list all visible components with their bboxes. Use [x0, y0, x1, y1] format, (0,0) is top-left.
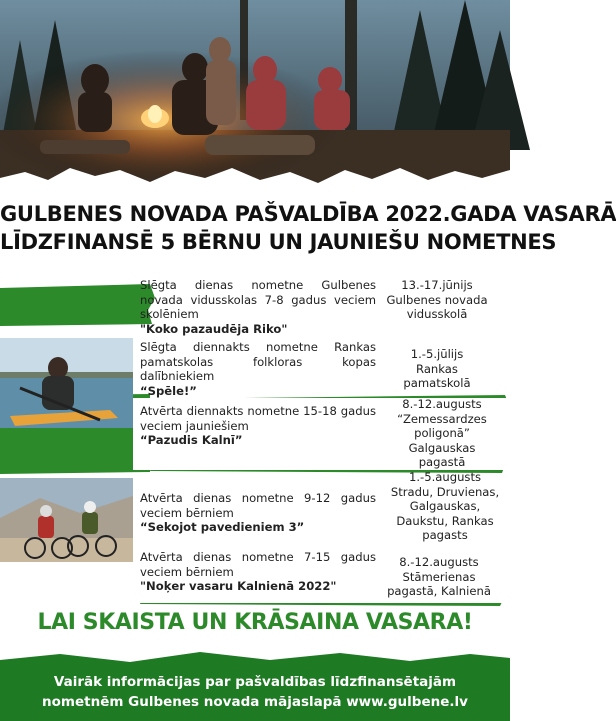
camp-2-name: “Spēle!” — [140, 383, 197, 398]
cyclists-illustration — [0, 478, 133, 562]
footer-line-2: nometnēm Gulbenes novada mājaslapā www.gulbene.lv — [42, 694, 468, 710]
camp-4-when — [386, 470, 504, 543]
camp-3-text: Atvērta diennakts nometne 15-18 gadus veciem jauniešiem — [140, 404, 376, 433]
camp-2-place: Rankas pamatskolā — [403, 361, 471, 390]
kayak-illustration — [0, 338, 133, 428]
camp-1-place: Gulbenes novada vidusskolā — [386, 292, 488, 321]
camp-4-description — [140, 491, 376, 535]
footer-text — [0, 672, 510, 712]
camp-3-date: 8.-12.augusts — [402, 397, 482, 411]
camp-4-name: “Sekojot pavedieniem 3” — [140, 520, 305, 534]
camp-5-when — [384, 555, 494, 599]
camp-5-date: 8.-12.augusts — [399, 555, 479, 569]
camp-2-description — [140, 340, 376, 398]
camp-5-text: Atvērta dienas nometne 7-15 gadus veciem bērniem — [140, 550, 376, 579]
camp-2-text: Slēgta diennakts nometne Rankas pamatskolas folkloras kopas dalībniekiem — [140, 340, 376, 383]
headline — [0, 200, 616, 256]
camp-1-description — [140, 278, 376, 336]
camp-4-text: Atvērta dienas nometne 9-12 gadus veciem bērniem — [140, 491, 376, 520]
campfire-illustration — [0, 0, 510, 200]
camp-1-name: "Koko pazaudēja Riko" — [140, 321, 288, 336]
camp-3-description — [140, 404, 376, 448]
headline-line-1: GULBENES NOVADA PAŠVALDĪBA 2022.GADA VASARĀ — [0, 202, 616, 226]
slogan: LAI SKAISTA UN KRĀSAINA VASARA! — [37, 610, 473, 635]
camp-1-date: 13.-17.jūnijs — [401, 278, 473, 292]
photo-kayak — [0, 338, 133, 428]
camp-3-when — [384, 397, 500, 470]
photo-cyclists — [0, 478, 133, 562]
camp-5-place: Stāmerienas pagastā, Kalnienā — [387, 569, 491, 598]
headline-line-2: LĪDZFINANSĒ 5 BĒRNU UN JAUNIEŠU NOMETNES — [0, 230, 557, 254]
camp-3-name: “Pazudis Kalnī” — [140, 433, 243, 447]
camp-4-date: 1.-5.augusts — [408, 470, 482, 484]
camp-4-place: Stradu, Druvienas, Galgauskas, Daukstu, Rankas pagasts — [390, 484, 500, 542]
camp-1-text: Slēgta dienas nometne Gulbenes novada vidusskolas 7-8 gadus veciem skolēniem — [140, 278, 376, 321]
camp-2-date: 1.-5.jūlijs — [410, 347, 464, 361]
camp-5-description — [140, 550, 376, 594]
footer-line-1: Vairāk informācijas par pašvaldības līdzfinansētajām — [53, 674, 457, 690]
camp-5-name: "Noķer vasaru Kalnienā 2022" — [140, 579, 337, 593]
camp-1-when — [384, 278, 490, 322]
green-brush-stroke — [0, 280, 155, 330]
camp-2-when — [384, 347, 490, 391]
hero-photo-campfire — [0, 0, 510, 200]
camp-3-place: “Zemessardzes poligonā” Galgauskas pagastā — [397, 411, 487, 469]
